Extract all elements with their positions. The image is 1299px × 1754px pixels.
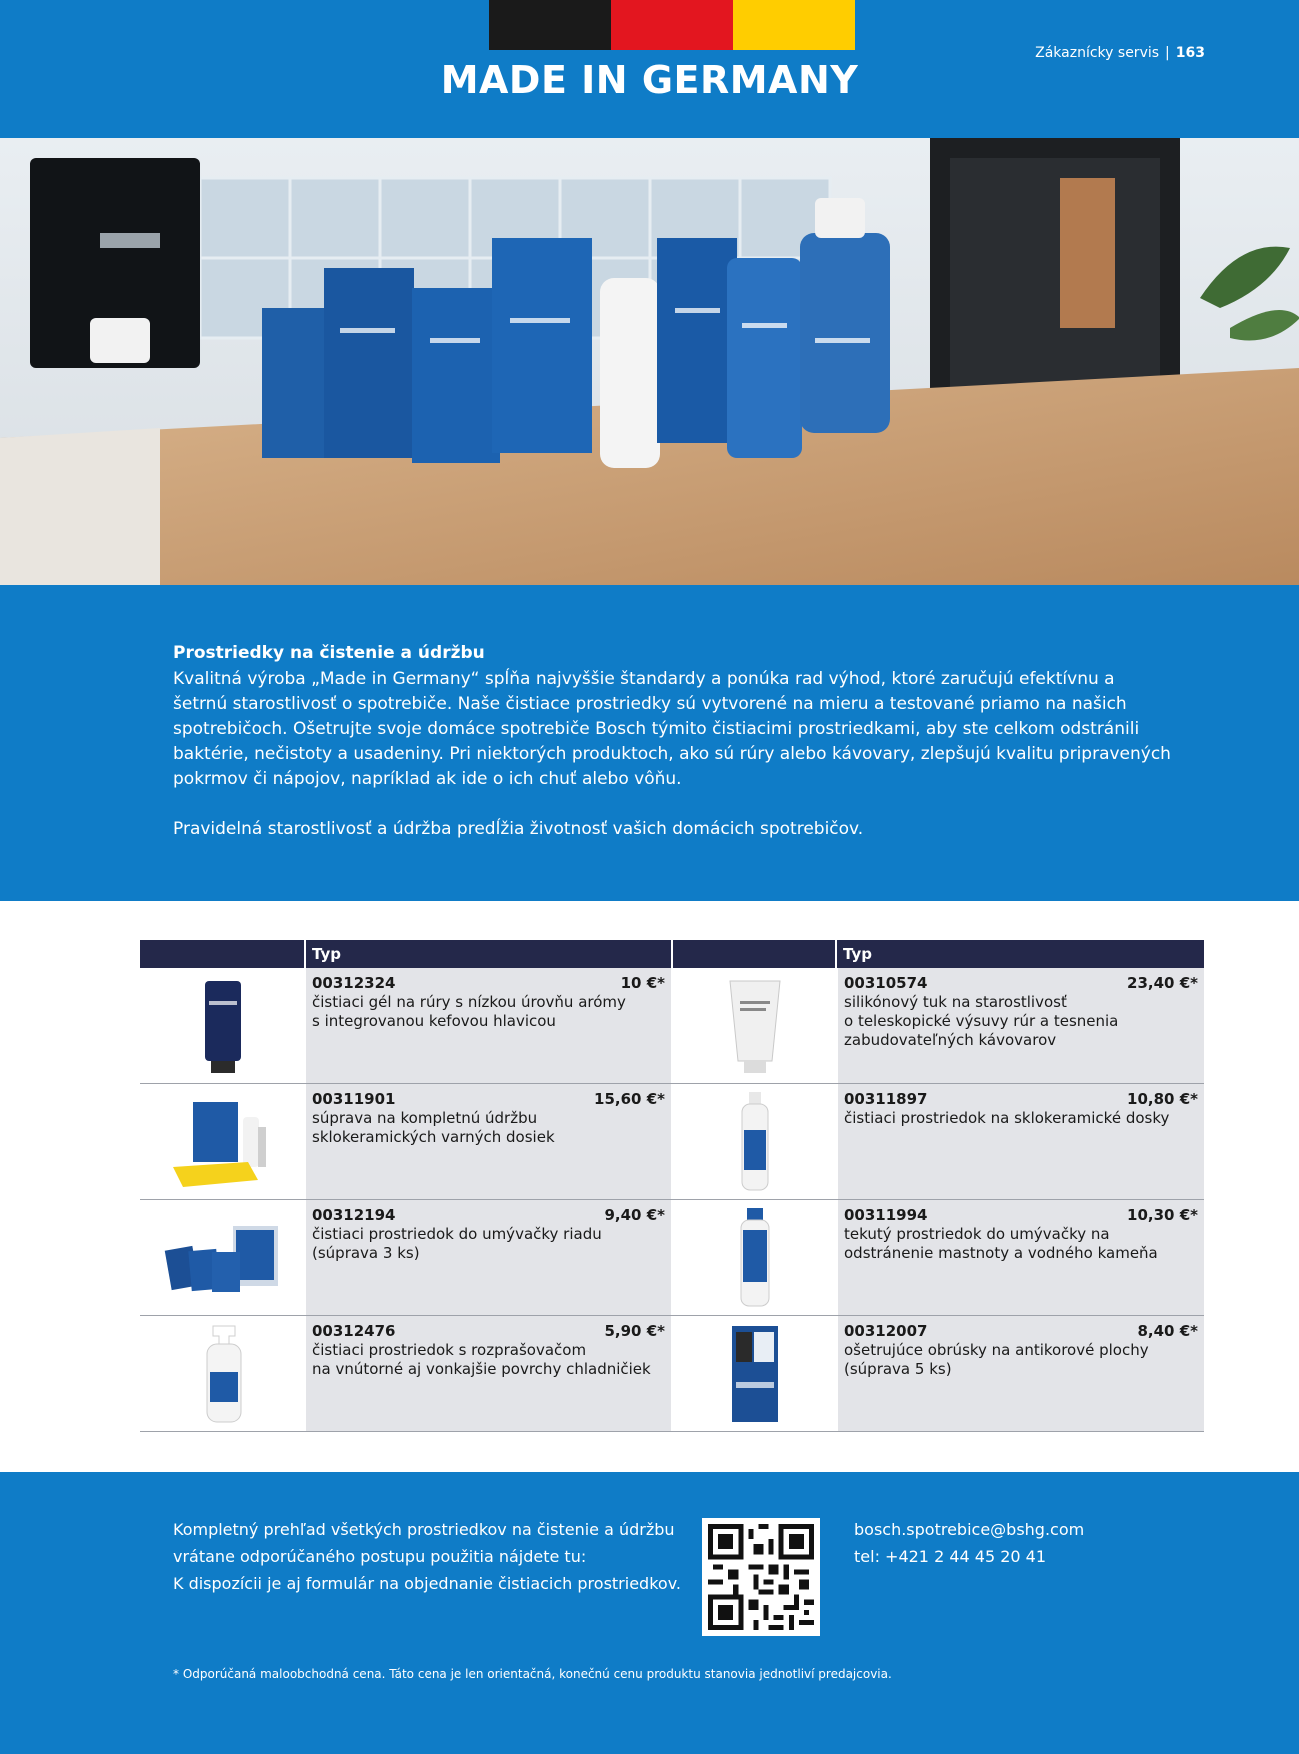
flag-red-stripe [611, 0, 733, 50]
table-header [140, 940, 1204, 968]
flag-black-stripe [489, 0, 611, 50]
section-label: Zákaznícky servis [1035, 45, 1160, 61]
product-info [306, 1200, 671, 1315]
page-header [0, 0, 1299, 138]
german-flag-stripe [489, 0, 855, 50]
header-typ-left: Typ [312, 945, 341, 963]
header-divider [671, 940, 673, 968]
sachets-product-icon [140, 1200, 305, 1315]
white-tube-product-icon [672, 968, 837, 1083]
product-description: čistiaci prostriedok do umývačky riadu (súprava 3 ks) [312, 1225, 602, 1262]
product-code: 00311901 [312, 1090, 396, 1108]
table-row [140, 968, 1204, 1084]
intro-title: Prostriedky na čistenie a údržbu [173, 643, 485, 663]
product-info [838, 968, 1204, 1083]
header-divider [304, 940, 306, 968]
product-description: čistiaci prostriedok s rozprašovačom na vnútorné aj vonkajšie povrchy chladničiek [312, 1341, 651, 1378]
hero-image [0, 138, 1299, 585]
product-description: tekutý prostriedok do umývačky na odstránenie mastnoty a vodného kameňa [844, 1225, 1158, 1262]
header-typ-right: Typ [843, 945, 872, 963]
flag-gold-stripe [733, 0, 855, 50]
product-price: 10 €* [620, 974, 665, 992]
product-description: silikónový tuk na starostlivosť o teleskopické výsuvy rúr a tesnenia zabudovateľných kávovarov [844, 993, 1119, 1049]
page-number: 163 [1175, 45, 1205, 61]
tube-product-icon [140, 968, 305, 1083]
product-price: 5,90 €* [604, 1322, 665, 1340]
product-price: 10,80 €* [1127, 1090, 1198, 1108]
kitchen-products-photo [0, 138, 1299, 585]
product-info [838, 1200, 1204, 1315]
intro-body: Kvalitná výroba „Made in Germany“ spĺňa najvyššie štandardy a ponúka rad výhod, ktoré zaručujú efektívnu a šetrnú starostlivosť o spotrebiče. Naše čistiace prostriedky sú vytvorené na mieru a testované priamo na našich spotrebičoch. Ošetrujte svoje domáce spotrebiče Bosch týmito čistiacimi prostriedkami, aby ste celkom odstránili baktérie, nečistoty a usadeniny. Pri niektorých produktoch, ako sú rúry alebo kávovary, zlepšujú kvalitu pripravených pokrmov či nápojov, napríklad ak ide o ich chuť alebo vôňu. [173, 669, 1171, 789]
product-description: čistiaci prostriedok na sklokeramické dosky [844, 1109, 1170, 1127]
product-info [306, 1084, 671, 1199]
blue-bottle-product-icon [672, 1200, 837, 1315]
product-code: 00312007 [844, 1322, 928, 1340]
product-price: 15,60 €* [594, 1090, 665, 1108]
product-code: 00312324 [312, 974, 396, 992]
table-row [140, 1200, 1204, 1316]
table-row [140, 1084, 1204, 1200]
product-info [838, 1084, 1204, 1199]
qr-code-icon[interactable] [702, 1518, 820, 1636]
product-description: súprava na kompletnú údržbu sklokeramických varných dosiek [312, 1109, 555, 1146]
wipes-box-product-icon [672, 1316, 837, 1431]
price-footnote: * Odporúčaná maloobchodná cena. Táto cena je len orientačná, konečnú cenu produktu stanovia jednotliví predajcovia. [173, 1667, 892, 1681]
footer-section [0, 1472, 1299, 1754]
product-code: 00311897 [844, 1090, 928, 1108]
spray-product-icon [140, 1316, 305, 1431]
product-price: 9,40 €* [604, 1206, 665, 1224]
product-price: 8,40 €* [1137, 1322, 1198, 1340]
product-description: ošetrujúce obrúsky na antikorové plochy (súprava 5 ks) [844, 1341, 1149, 1378]
product-table [140, 940, 1204, 1432]
page-info [1035, 45, 1205, 61]
cleaning-kit-product-icon [140, 1084, 305, 1199]
contact-email[interactable]: bosch.spotrebice@bshg.com [854, 1520, 1085, 1539]
divider: | [1165, 45, 1170, 61]
made-in-germany-title: MADE IN GERMANY [440, 58, 859, 102]
product-price: 23,40 €* [1127, 974, 1198, 992]
intro-section [0, 585, 1299, 901]
product-info [306, 968, 671, 1083]
product-price: 10,30 €* [1127, 1206, 1198, 1224]
intro-closing: Pravidelná starostlivosť a údržba predĺžia životnosť vašich domácich spotrebičov. [173, 819, 864, 839]
product-code: 00312194 [312, 1206, 396, 1224]
product-code: 00312476 [312, 1322, 396, 1340]
product-info [306, 1316, 671, 1431]
product-code: 00310574 [844, 974, 928, 992]
product-code: 00311994 [844, 1206, 928, 1224]
header-divider [835, 940, 837, 968]
product-info [838, 1316, 1204, 1431]
product-description: čistiaci gél na rúry s nízkou úrovňu arómy s integrovanou kefovou hlavicou [312, 993, 626, 1030]
footer-text: Kompletný prehľad všetkých prostriedkov na čistenie a údržbu vrátane odporúčaného postupu použitia nájdete tu: K dispozícii je aj formulár na objednanie čistiacich prostriedkov. [173, 1520, 681, 1593]
table-row [140, 1316, 1204, 1432]
contact-info [854, 1516, 1084, 1570]
bottle-product-icon [672, 1084, 837, 1199]
contact-phone[interactable]: tel: +421 2 44 45 20 41 [854, 1547, 1047, 1566]
